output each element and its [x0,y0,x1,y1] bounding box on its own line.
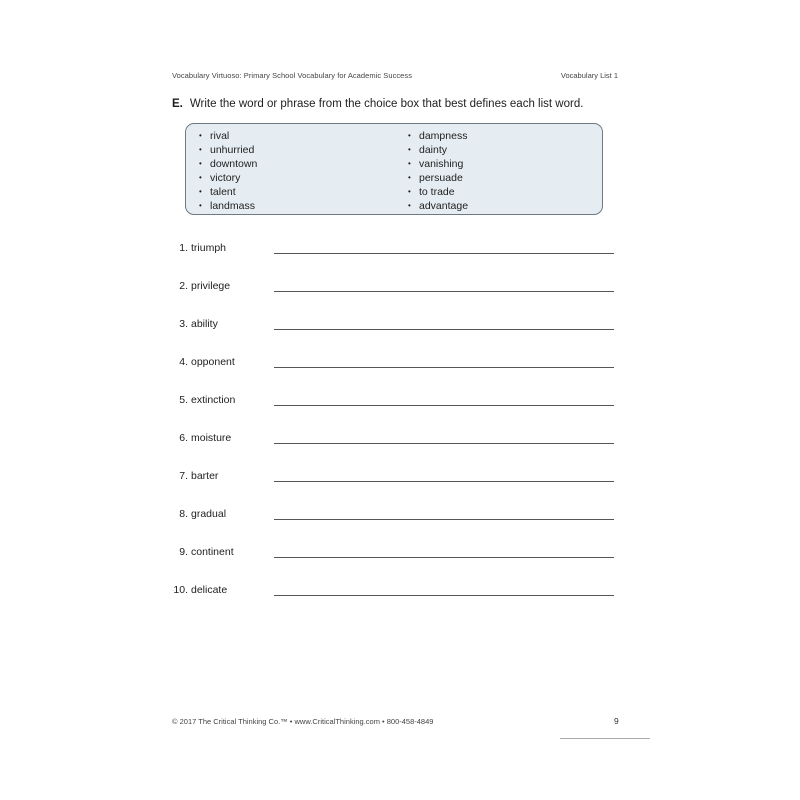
choice-item: • talent [199,186,236,198]
question-number: 6. [179,432,188,444]
question-number: 5. [179,394,188,406]
choice-item: • dainty [408,144,448,156]
choice-item: • victory [199,172,241,184]
answer-line[interactable] [274,253,614,254]
bullet-icon: • [199,159,202,168]
question-row [172,470,615,490]
question-number: 8. [179,508,188,520]
bullet-icon: • [408,131,411,140]
choice-item: • dampness [408,130,468,142]
question-row [172,242,615,262]
question-row [172,394,615,414]
question-row [172,356,615,376]
question-number: 1. [179,242,188,254]
instruction-text: Write the word or phrase from the choice box that best defines each list word. [189,98,584,110]
question-word: gradual [191,508,227,520]
question-row [172,318,615,338]
choice-item: • unhurried [199,144,255,156]
copyright-footer: © 2017 The Critical Thinking Co.™ • www.CriticalThinking.com • 800-458-4849 [172,717,434,726]
answer-line[interactable] [274,405,614,406]
question-row [172,508,615,528]
page-number: 9 [614,716,619,726]
choice-item: • landmass [199,200,255,212]
choice-item: • to trade [408,186,455,198]
question-row [172,546,615,566]
answer-line[interactable] [274,595,614,596]
choice-column-right [408,129,468,213]
bullet-icon: • [408,187,411,196]
question-number: 7. [179,470,188,482]
answer-line[interactable] [274,557,614,558]
question-number: 10. [173,584,188,596]
question-word: extinction [191,394,236,406]
question-word: delicate [191,584,228,596]
question-word: opponent [191,356,235,368]
bullet-icon: • [408,201,411,210]
answer-line[interactable] [274,519,614,520]
bullet-icon: • [199,173,202,182]
bullet-icon: • [408,159,411,168]
choice-item: • rival [199,130,230,142]
bullet-icon: • [199,131,202,140]
choice-item: • vanishing [408,158,464,170]
question-word: continent [191,546,234,558]
question-number: 3. [179,318,188,330]
section-letter: E. [172,98,183,110]
question-row [172,584,615,604]
choice-box [185,123,603,215]
question-word: privilege [191,280,231,292]
question-word: barter [191,470,219,482]
answer-line[interactable] [274,291,614,292]
question-number: 4. [179,356,188,368]
vocabulary-list-label: Vocabulary List 1 [560,71,618,80]
question-word: moisture [191,432,232,444]
footer-divider [560,738,650,739]
question-number: 2. [179,280,188,292]
exercise-instruction [172,98,583,110]
bullet-icon: • [199,187,202,196]
book-title: Vocabulary Virtuoso: Primary School Vocabulary for Academic Success [172,71,412,80]
question-number: 9. [179,546,188,558]
bullet-icon: • [199,201,202,210]
bullet-icon: • [199,145,202,154]
question-row [172,280,615,300]
bullet-icon: • [408,145,411,154]
answer-line[interactable] [274,481,614,482]
choice-item: • downtown [199,158,258,170]
question-word: ability [191,318,218,330]
answer-line[interactable] [274,329,614,330]
choice-item: • advantage [408,200,469,212]
choice-column-left [199,129,257,213]
bullet-icon: • [408,173,411,182]
answer-line[interactable] [274,367,614,368]
choice-item: • persuade [408,172,463,184]
question-row [172,432,615,452]
answer-line[interactable] [274,443,614,444]
question-word: triumph [191,242,227,254]
